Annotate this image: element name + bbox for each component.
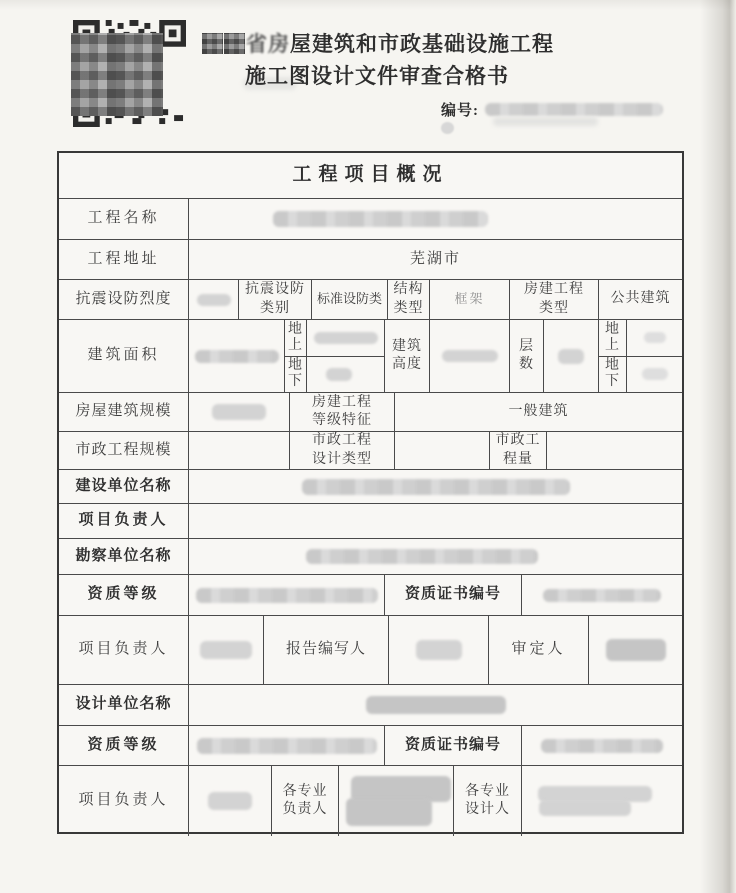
label-municipal-qty: 市政工程量 [489,432,546,469]
label-survey-unit: 勘察单位名称 [75,547,172,564]
label-project-address: 工程地址 [87,250,160,267]
small-stamp-mark [441,122,454,134]
cell-above-ground-area [307,320,384,356]
label-project-leader: 项目负责人 [78,512,169,529]
scan-edge-shadow-right [700,0,736,893]
cell-floors-split [598,320,682,392]
cell-below-ground-area [307,357,384,393]
cell-seismic-class-value: 标准设防类 [311,280,387,319]
redacted-survey-unit [306,549,538,564]
table-title: 工程项目概况 [292,164,449,186]
label-building-type: 房建工程类型 [509,280,598,319]
label-qual-grade-survey: 资质等级 [87,586,160,603]
label-discipline-designer: 各专业设计人 [453,766,521,836]
redacted-discipline-designers [538,786,666,816]
redacted-discipline-leaders [341,776,451,826]
cell-structure-type-value: 框架 [429,280,509,319]
redacted-cert-no-survey [543,589,661,602]
label-cert-no-design: 资质证书编号 [384,726,521,765]
redacted-below-floors [642,368,668,380]
cell-discipline-designer-value [521,766,682,836]
title-blurred-part: 省房 [246,32,290,56]
label-seismic-class: 抗震设防类别 [238,280,311,319]
qr-redaction-mosaic [71,33,163,116]
cell-building-type-value: 公共建筑 [598,280,682,319]
cell-cert-no-survey-value [521,575,682,615]
document-number-line [441,99,663,120]
redacted-char [202,33,223,54]
label-below-ground: 地下 [285,357,307,393]
redacted-floor-area-total [195,350,279,363]
cell-design-leader-value [188,766,271,836]
redacted-owner-name [302,479,570,495]
label-discipline-leader: 各专业负责人 [271,766,338,836]
cell-building-height-value [429,320,509,392]
label-qual-grade-design: 资质等级 [87,736,160,753]
cell-municipal-qty-value [546,432,682,469]
label-structure-type: 结构类型 [387,280,429,319]
cell-project-address-value: 芜湖市 [188,240,682,279]
cell-survey-unit-value [188,539,682,574]
label-above-ground: 地上 [599,320,627,356]
redacted-building-height [442,350,498,362]
qr-code-icon [73,20,186,127]
label-design-leader: 项目负责人 [78,792,169,809]
redacted-char [224,33,245,54]
label-seismic-intensity: 抗震设防烈度 [75,290,172,307]
label-owner: 建设单位名称 [75,477,172,494]
cell-qual-grade-design-value [188,726,384,765]
redacted-floors [558,349,584,364]
cell-housing-scale-value [188,393,289,431]
document-subtitle: 施工图设计文件审查合格书 [245,64,509,88]
label-floor-area: 建筑面积 [87,347,160,364]
cell-floors-value [543,320,598,392]
title-clear-part: 屋建筑和市政基础设施工程 [290,32,554,56]
cell-floor-area-split [284,320,384,392]
label-cert-no-survey: 资质证书编号 [384,575,521,615]
label-approver: 审定人 [488,616,588,684]
project-overview-table [57,151,684,834]
label-municipal-type: 市政工程设计类型 [289,432,394,469]
cell-above-floors [627,320,682,356]
label-report-writer: 报告编写人 [263,616,388,684]
label-project-name: 工程名称 [87,210,160,227]
redacted-below-area [326,368,352,381]
label-above-ground: 地上 [285,320,307,356]
cell-floor-area-total [188,320,284,392]
cell-project-leader-value [188,504,682,538]
cell-survey-leader-value [188,616,263,684]
label-survey-leader: 项目负责人 [78,641,169,658]
redacted-above-floors [644,332,666,343]
redacted-above-area [314,332,378,344]
redacted-project-name [273,211,488,227]
label-below-ground: 地下 [599,357,627,393]
redacted-survey-leader [200,641,252,659]
cell-project-name-value [188,199,682,239]
cell-grade-feature-value: 一般建筑 [394,393,682,431]
label-housing-scale: 房屋建筑规模 [75,403,172,420]
cell-discipline-leader-value [338,766,453,836]
label-design-unit: 设计单位名称 [75,696,172,713]
number-label: 编号: [441,103,479,119]
cell-design-unit-value [188,685,682,725]
cell-municipal-type-value [394,432,489,469]
cell-owner-value [188,470,682,503]
cell-report-writer-value [388,616,488,684]
cell-below-floors [627,357,682,393]
redacted-design-unit [366,696,506,714]
scan-edge-shadow-top [0,0,736,10]
redacted-design-leader [208,792,252,810]
cell-cert-no-design-value [521,726,682,765]
redacted-cert-no-design [541,739,663,753]
redacted-number-value [485,103,663,116]
cell-approver-value [588,616,682,684]
redacted-approver [606,639,666,661]
redacted-housing-scale [212,404,266,420]
document-title [202,28,554,58]
label-municipal-scale: 市政工程规模 [75,441,172,458]
cell-seismic-intensity-value [188,280,238,319]
label-grade-feature: 房建工程等级特征 [289,393,394,431]
redacted-qual-grade-design [197,738,377,754]
redacted-report-writer [416,640,462,660]
faint-echo [493,117,598,126]
cell-municipal-scale-value [188,432,289,469]
label-building-height: 建筑高度 [384,320,429,392]
redacted-seismic-intensity [197,294,231,306]
cell-qual-grade-survey-value [188,575,384,615]
redacted-qual-grade-survey [196,588,378,603]
label-floors: 层数 [509,320,543,392]
